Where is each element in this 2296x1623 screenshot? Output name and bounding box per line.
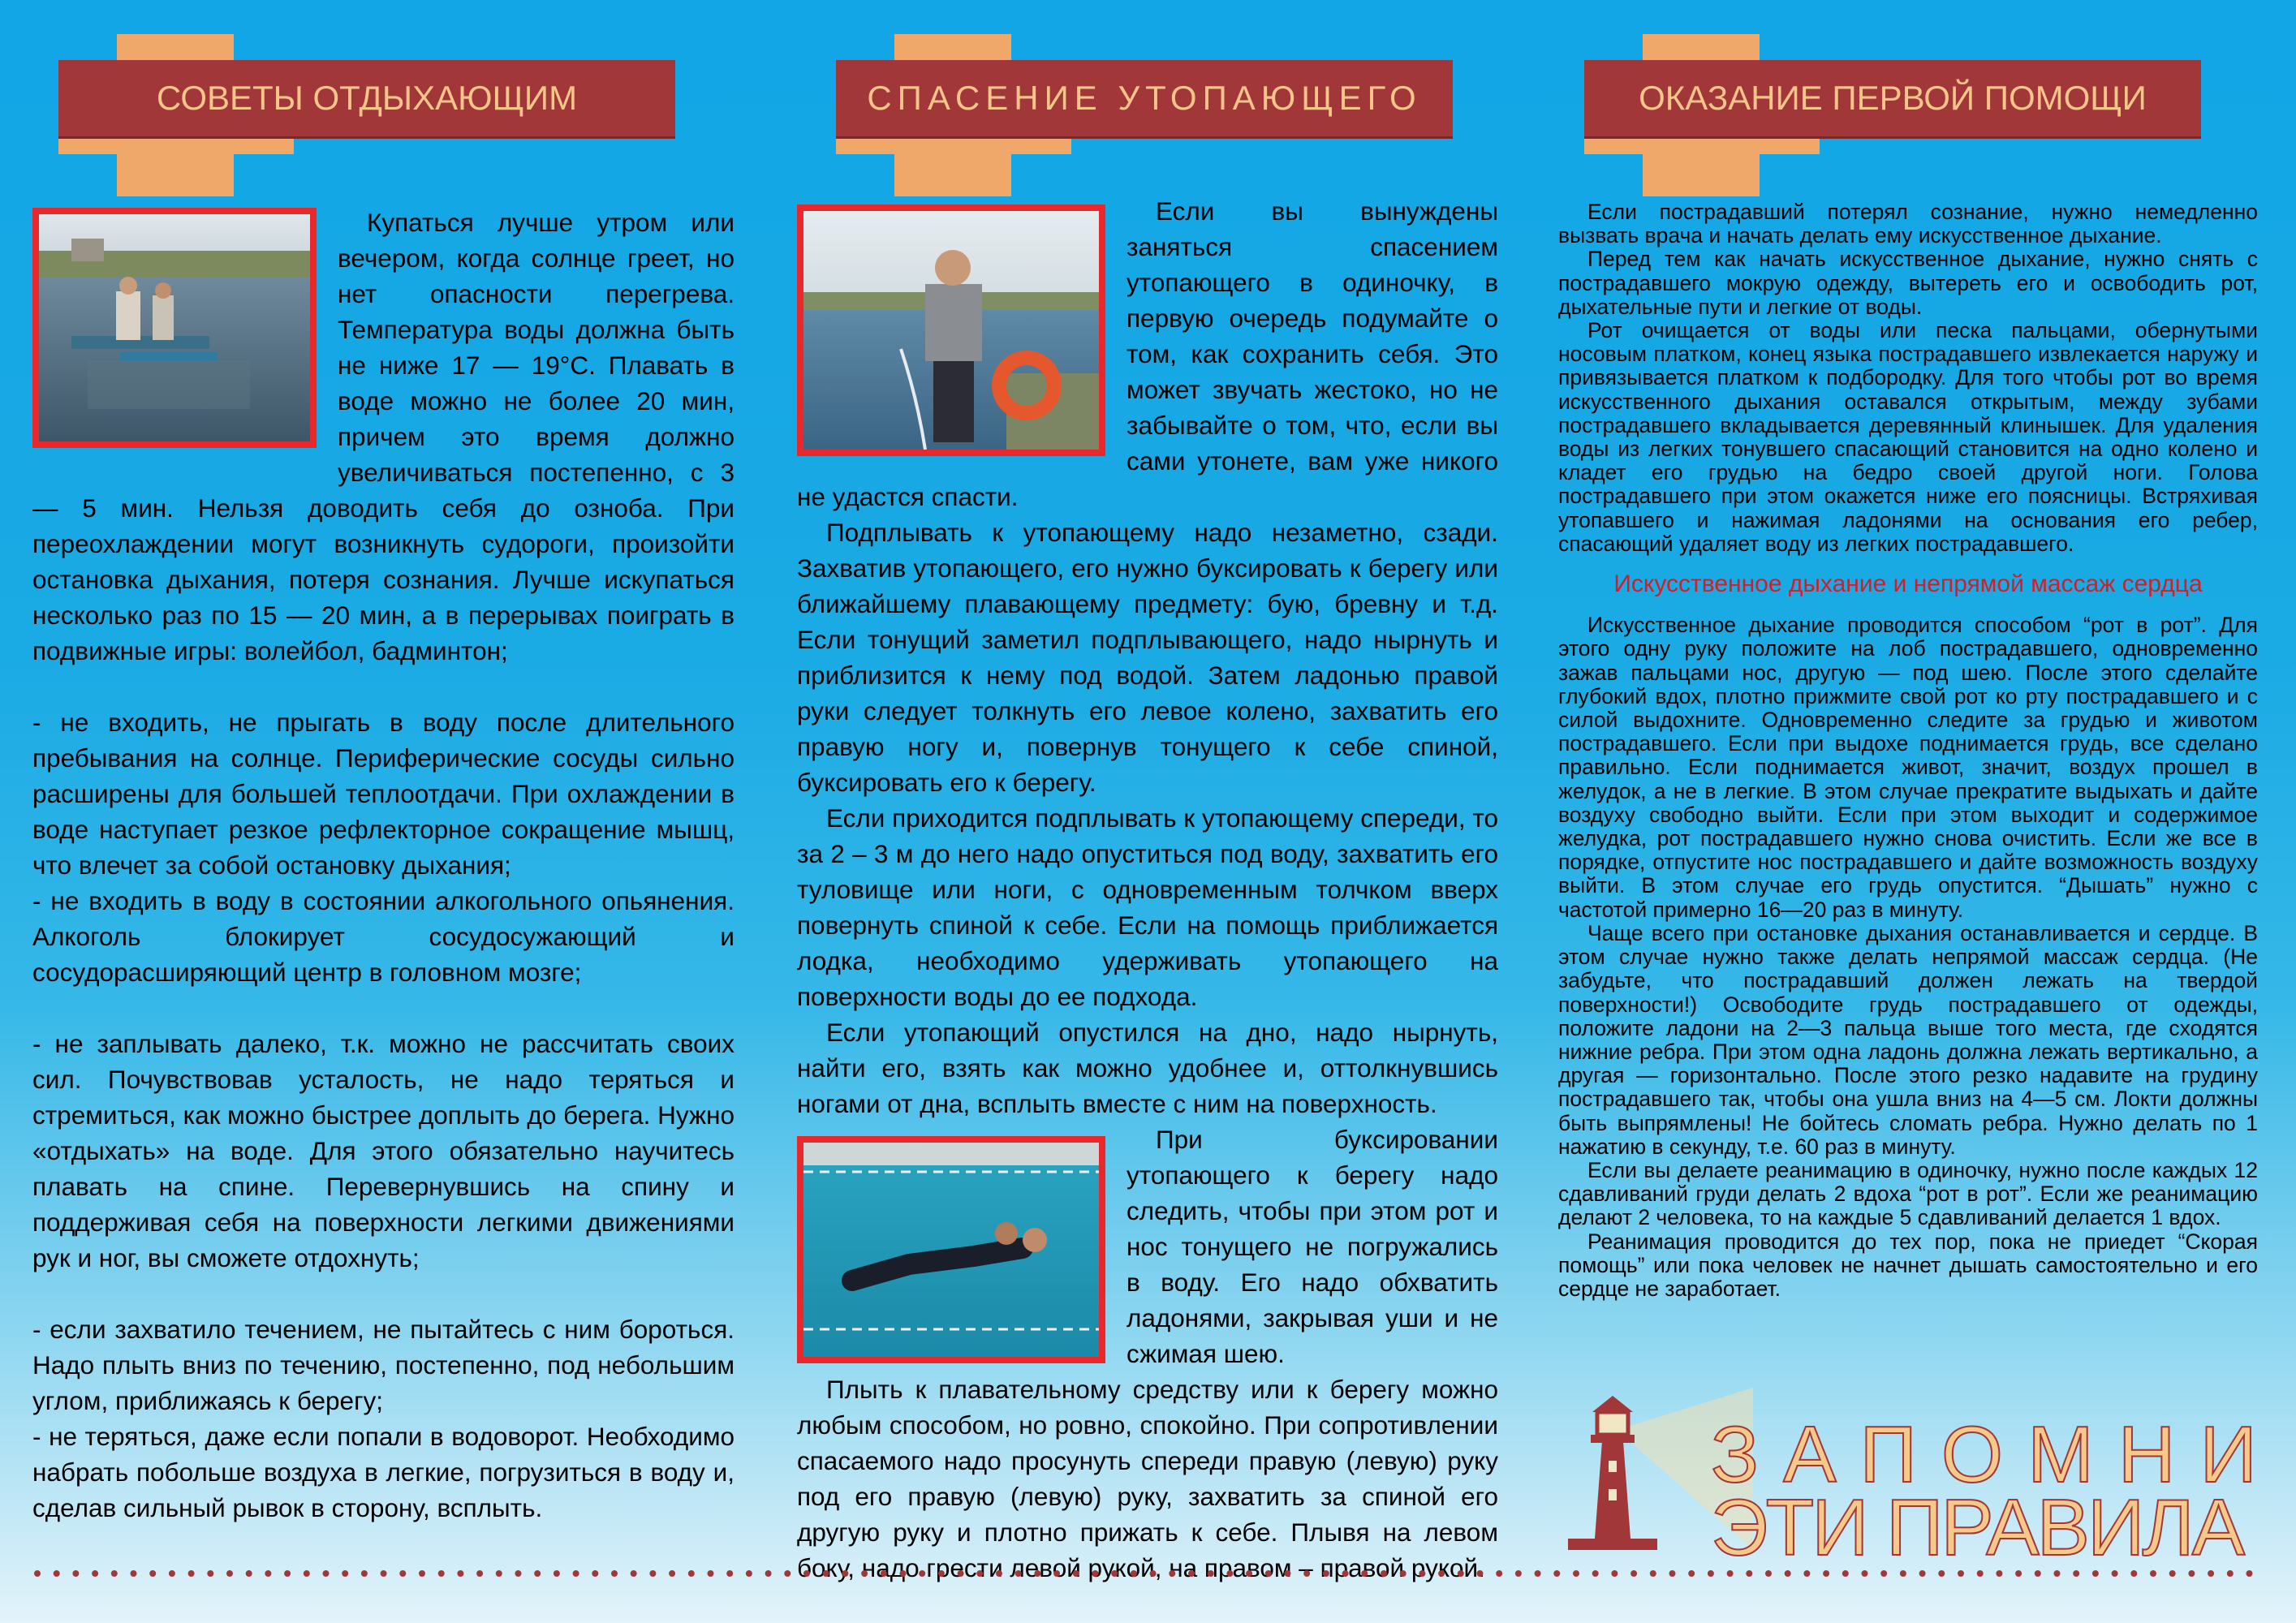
banner-first-aid (1584, 34, 2201, 196)
advice-intro: Купаться лучше утром или вечером, когда солнце греет, но нет опасности перегрева. Температура воды должна быть не ниже 17 — 19°С. Плавать в воде можно не более 20 мин, причем это время должно увеличиваться постепенно, с 3 — 5 мин. Нельзя доводить себя до озноба. При переохлаждении могут возникнуть судороги, произойти остановка дыхания, потеря сознания. Лучше искупаться несколько раз по 15 — 20 мин, а в перерывах поиграть в подвижные игры: волейбол, бадминтон; (32, 208, 734, 665)
advice-item-alcohol: - не входить в воду в состоянии алкогольного опьянения. Алкоголь блокирует сосудосужающий и сосудорасширяющий центр в головном мозге; (32, 886, 734, 987)
photo-catamaran (32, 208, 317, 448)
section-title-first-aid: ОКАЗАНИЕ ПЕРВОЙ ПОМОЩИ (1584, 60, 2201, 139)
rescue-towing: При буксировании утопающего к берегу надо следить, чтобы при этом рот и нос тонущего не погружались в воду. Его надо обхватить ладонями, закрывая уши и не сжимая шею. (1126, 1125, 1498, 1368)
catamaran-image (39, 214, 310, 441)
subheading-cpr: Искусственное дыхание и непрямой массаж сердца (1613, 570, 2203, 598)
column-rescue (797, 193, 1498, 1586)
first-aid-p7: Реанимация проводится до тех пор, пока не приедет “Скорая помощь” или пока человек не начнет дышать самостоятельно и его сердце не заработает. (1558, 1229, 2258, 1301)
footer-remember: ЗАПОМНИ (1711, 1410, 2281, 1499)
photo-pool-tow (797, 1136, 1105, 1363)
first-aid-p3: Рот очищается от воды или песка пальцами, обернутыми носовым платком, конец языка пострадавшего извлекается наружу и привязывается платком к подбородку. Для того чтобы рот во время искусственного дыхания оставался открытым, между зубами пострадавшего вкладывается деревянный клинышек. Для удаления воды из легких тонувшего спасающий становится на одно колено и кладет его грудью на бедро своей другой ноги. Голова пострадавшего при этом окажется ниже его поясницы. Встряхивая утопавшего и нажимая ладонями на основания его ребер, спасающий удаляет воду из легких пострадавшего. (1558, 318, 2258, 556)
first-aid-p5: Чаще всего при остановке дыхания останавливается и сердце. В этом случае нужно также делать непрямой массаж сердца. (Не забудьте, что пострадавший должен лежать на твердой поверхности!) Освободите грудь пострадавшего от одежды, положите ладони на 2—3 пальца выше того места, где сходятся нижние ребра. При этом одна ладонь должна лежать вертикально, а другая — горизонтально. После этого резко надавите на грудину пострадавшего так, чтобы она ушла вниз на 4—5 см. Локти должны быть выпрямлены! Не бойтесь сломать ребра. Нужно делать по 1 нажатию в секунду, т.е. 60 раз в минуту. (1558, 920, 2258, 1159)
photo-rescuer-shore (797, 204, 1105, 456)
pool-tow-image (803, 1143, 1099, 1357)
section-title-rescue: СПАСЕНИЕ УТОПАЮЩЕГО (836, 60, 1453, 139)
advice-item-sun: - не входить, не прыгать в воду после длительного пребывания на солнце. Периферические сосуды сильно расширены для большей теплоотдачи. При охлаждении в воде наступает резкое рефлекторное сокращение мышц, что влечет за собой остановку дыхания; (32, 708, 734, 880)
section-title-advice: СОВЕТЫ ОТДЫХАЮЩИМ (58, 60, 675, 139)
banner-rescue (836, 34, 1453, 196)
rescuer-image (803, 211, 1099, 450)
rescue-approach-front: Если приходится подплывать к утопающему спереди, то за 2 – 3 м до него надо опуститься под воду, захватить его туловище или ноги, с одновременным толчком вверх повернуть спиной к себе. Если на помощь приближается лодка, необходимо удерживать утопающего на поверхности воды до ее подхода. (797, 803, 1498, 1011)
rescue-bottom: Если утопающий опустился на дно, надо нырнуть, найти его, взять как можно удобнее и, оттолкнувшись ногами от дна, всплыть вместе с ним на поверхность. (797, 1018, 1498, 1118)
footer-rules: ЭТИ ПРАВИЛА (1711, 1483, 2243, 1572)
advice-item-whirlpool: - не теряться, даже если попали в водоворот. Необходимо набрать побольше воздуха в легкие, погрузиться в воду и, сделав сильный рывок в сторону, всплыть. (32, 1422, 734, 1522)
first-aid-p1: Если пострадавший потерял сознание, нужно немедленно вызвать врача и начать делать ему искусственное дыхание. (1558, 200, 2258, 248)
advice-item-distance: - не заплывать далеко, т.к. можно не рассчитать своих сил. Почувствовав усталость, не надо теряться и стремиться, как можно быстрее доплыть до берега. Нужно «отдыхать» на воде. Для этого обязательно научитесь плавать на спине. Перевернувшись на спину и поддерживая себя на поверхности легкими движениями рук и ног, вы сможете отдохнуть; (32, 1029, 734, 1272)
dotted-divider (32, 1568, 2264, 1579)
column-advice (32, 204, 734, 1526)
rescue-swim: Плыть к плавательному средству или к берегу можно любым способом, но ровно, спокойно. При сопротивлении спасаемого надо просунуть спереди правую (левую) руку под его правую (левую) руку, захватить за спиной его другую руку и плотно прижать к себе. Плывя на левом боку, надо грести левой рукой, на правом – правой рукой. (797, 1375, 1498, 1582)
rescue-intro: Если вы вынуждены заняться спасением утопающего в одиночку, в первую очередь подумайте о том, как сохранить себя. Это может звучать жестоко, но не забывайте о том, что, если вы сами утонете, вам уже никого не удастся спасти. (797, 196, 1498, 511)
rescue-approach-back: Подплывать к утопающему надо незаметно, сзади. Захватив утопающего, его нужно буксировать к берегу или ближайшему плавающему предмету: бую, бревну и т.д. Если тонущий заметил подплывающего, надо нырнуть и приблизится к нему под водой. Затем ладонью правой руки следует толкнуть его левое колено, захватить его правую ногу и, повернув тонущего к себе спиной, буксировать его к берегу. (797, 518, 1498, 797)
first-aid-p6: Если вы делаете реанимацию в одиночку, нужно после каждых 12 сдавливаний груди делать 2 вдоха “рот в рот”. Если же реанимацию делают 2 человека, то на каждые 5 сдавливаний делается 1 вдох. (1558, 1157, 2258, 1230)
first-aid-p4: Искусственное дыхание проводится способом “рот в рот”. Для этого одну руку положите на лоб пострадавшего, одновременно зажав пальцами нос, другую — под шею. После этого сделайте глубокий вдох, плотно прижмите свой рот ко рту пострадавшего и с силой выдохните. Одновременно следите за грудью и животом пострадавшего. Если при выдохе поднимается грудь, все сделано правильно. Если поднимается живот, значит, воздух прошел в желудок, а не в легкие. В этом случае прекратите выдыхать и дайте воздуху свободно выйти. Если при этом выходит и содержимое желудка, рот пострадавшего нужно снова очистить. Если же все в порядке, отпустите нос пострадавшего и дайте возможность воздуху выйти. В этом случае его грудь опустится. “Дышать” нужно с частотой примерно 16—20 раз в минуту. (1558, 613, 2258, 922)
column-first-aid (1558, 200, 2258, 1301)
first-aid-p2: Перед тем как начать искусственное дыхание, нужно снять с пострадавшего мокрую одежду, вытереть его и освободить рот, дыхательные пути и легкие от воды. (1558, 247, 2258, 319)
advice-item-current: - если захватило течением, не пытайтесь с ним бороться. Надо плыть вниз по течению, постепенно, под небольшим углом, приближаясь к берегу; (32, 1315, 734, 1415)
banner-advice (58, 34, 675, 196)
